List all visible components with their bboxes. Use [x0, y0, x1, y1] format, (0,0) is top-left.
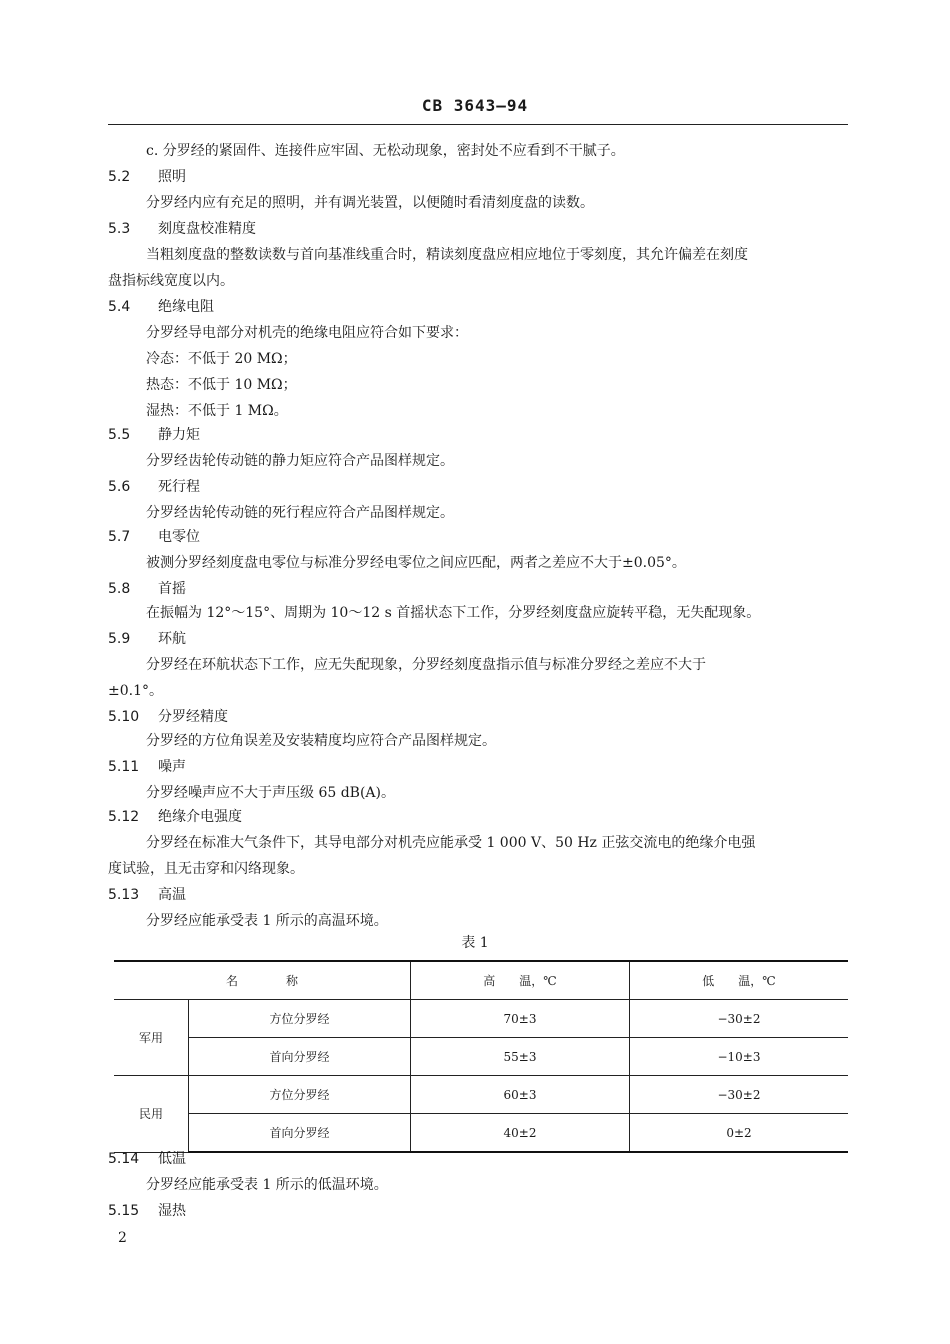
- section-heading: 5.13 高温: [108, 887, 186, 903]
- row-low: 0±2: [630, 1114, 849, 1153]
- row-high: 40±2: [411, 1114, 630, 1153]
- paragraph: 度试验，且无击穿和闪络现象。: [108, 861, 304, 877]
- row-low: −30±2: [630, 1000, 849, 1038]
- row-high: 55±3: [411, 1038, 630, 1076]
- header-name: 名 称: [114, 961, 411, 1000]
- paragraph: 分罗经应能承受表 1 所示的低温环境。: [146, 1177, 388, 1193]
- section-heading: 5.11 噪声: [108, 759, 186, 775]
- paragraph: 分罗经的方位角误差及安装精度均应符合产品图样规定。: [146, 733, 496, 749]
- table-row: [114, 1076, 848, 1114]
- row-name: 首向分罗经: [189, 1114, 411, 1153]
- section-heading: 5.12 绝缘介电强度: [108, 809, 242, 825]
- paragraph: ±0.1°。: [108, 683, 163, 699]
- header-high-temp: 高 温，℃: [411, 961, 630, 1000]
- table-caption: 表 1: [461, 935, 489, 951]
- paragraph: 分罗经在标准大气条件下，其导电部分对机壳应能承受 1 000 V、50 Hz 正弦交流电的绝缘介电强: [146, 835, 756, 851]
- section-heading: 5.8 首摇: [108, 581, 186, 597]
- section-heading: 5.9 环航: [108, 631, 186, 647]
- row-low: −30±2: [630, 1076, 849, 1114]
- section-heading: 5.15 湿热: [108, 1203, 186, 1219]
- paragraph: 在振幅为 12°～15°、周期为 10～12 s 首摇状态下工作，分罗经刻度盘应旋转平稳，无失配现象。: [146, 605, 761, 621]
- table-row: [114, 1114, 848, 1153]
- paragraph: 分罗经内应有充足的照明，并有调光装置，以便随时看清刻度盘的读数。: [146, 195, 594, 211]
- section-heading: 5.6 死行程: [108, 479, 200, 495]
- paragraph: 分罗经应能承受表 1 所示的高温环境。: [146, 913, 388, 929]
- paragraph: 分罗经导电部分对机壳的绝缘电阻应符合如下要求：: [146, 325, 468, 341]
- table-row: [114, 1000, 848, 1038]
- page-number: 2: [118, 1230, 127, 1246]
- row-high: 70±3: [411, 1000, 630, 1038]
- section-heading: 5.14 低温: [108, 1151, 186, 1167]
- paragraph: 分罗经齿轮传动链的死行程应符合产品图样规定。: [146, 505, 454, 521]
- table-header-row: [114, 961, 848, 1000]
- temperature-table: [114, 960, 848, 1153]
- row-low: −10±3: [630, 1038, 849, 1076]
- paragraph: 被测分罗经刻度盘电零位与标准分罗经电零位之间应匹配，两者之差应不大于±0.05°。: [146, 555, 686, 571]
- section-heading: 5.2 照明: [108, 169, 186, 185]
- group-label: 军用: [114, 1000, 189, 1076]
- section-heading: 5.7 电零位: [108, 529, 200, 545]
- document-header-code: CB 3643—94: [421, 96, 529, 115]
- clause-c: c. 分罗经的紧固件、连接件应牢固、无松动现象，密封处不应看到不干腻子。: [146, 143, 625, 159]
- paragraph: 分罗经噪声应不大于声压级 65 dB(A)。: [146, 785, 395, 801]
- paragraph: 冷态：不低于 20 MΩ；: [146, 351, 297, 367]
- paragraph: 湿热：不低于 1 MΩ。: [146, 403, 288, 419]
- group-label: 民用: [114, 1076, 189, 1153]
- paragraph: 热态：不低于 10 MΩ；: [146, 377, 297, 393]
- section-heading: 5.10 分罗经精度: [108, 709, 228, 725]
- section-heading: 5.4 绝缘电阻: [108, 299, 214, 315]
- row-name: 首向分罗经: [189, 1038, 411, 1076]
- paragraph: 盘指标线宽度以内。: [108, 273, 234, 289]
- paragraph: 当粗刻度盘的整数读数与首向基准线重合时，精读刻度盘应相应地位于零刻度，其允许偏差在刻度: [146, 247, 748, 263]
- paragraph: 分罗经在环航状态下工作，应无失配现象，分罗经刻度盘指示值与标准分罗经之差应不大于: [146, 657, 706, 673]
- header-rule: [108, 124, 848, 125]
- row-high: 60±3: [411, 1076, 630, 1114]
- paragraph: 分罗经齿轮传动链的静力矩应符合产品图样规定。: [146, 453, 454, 469]
- section-heading: 5.3 刻度盘校准精度: [108, 221, 256, 237]
- row-name: 方位分罗经: [189, 1076, 411, 1114]
- header-low-temp: 低 温，℃: [630, 961, 849, 1000]
- row-name: 方位分罗经: [189, 1000, 411, 1038]
- table-row: [114, 1038, 848, 1076]
- section-heading: 5.5 静力矩: [108, 427, 200, 443]
